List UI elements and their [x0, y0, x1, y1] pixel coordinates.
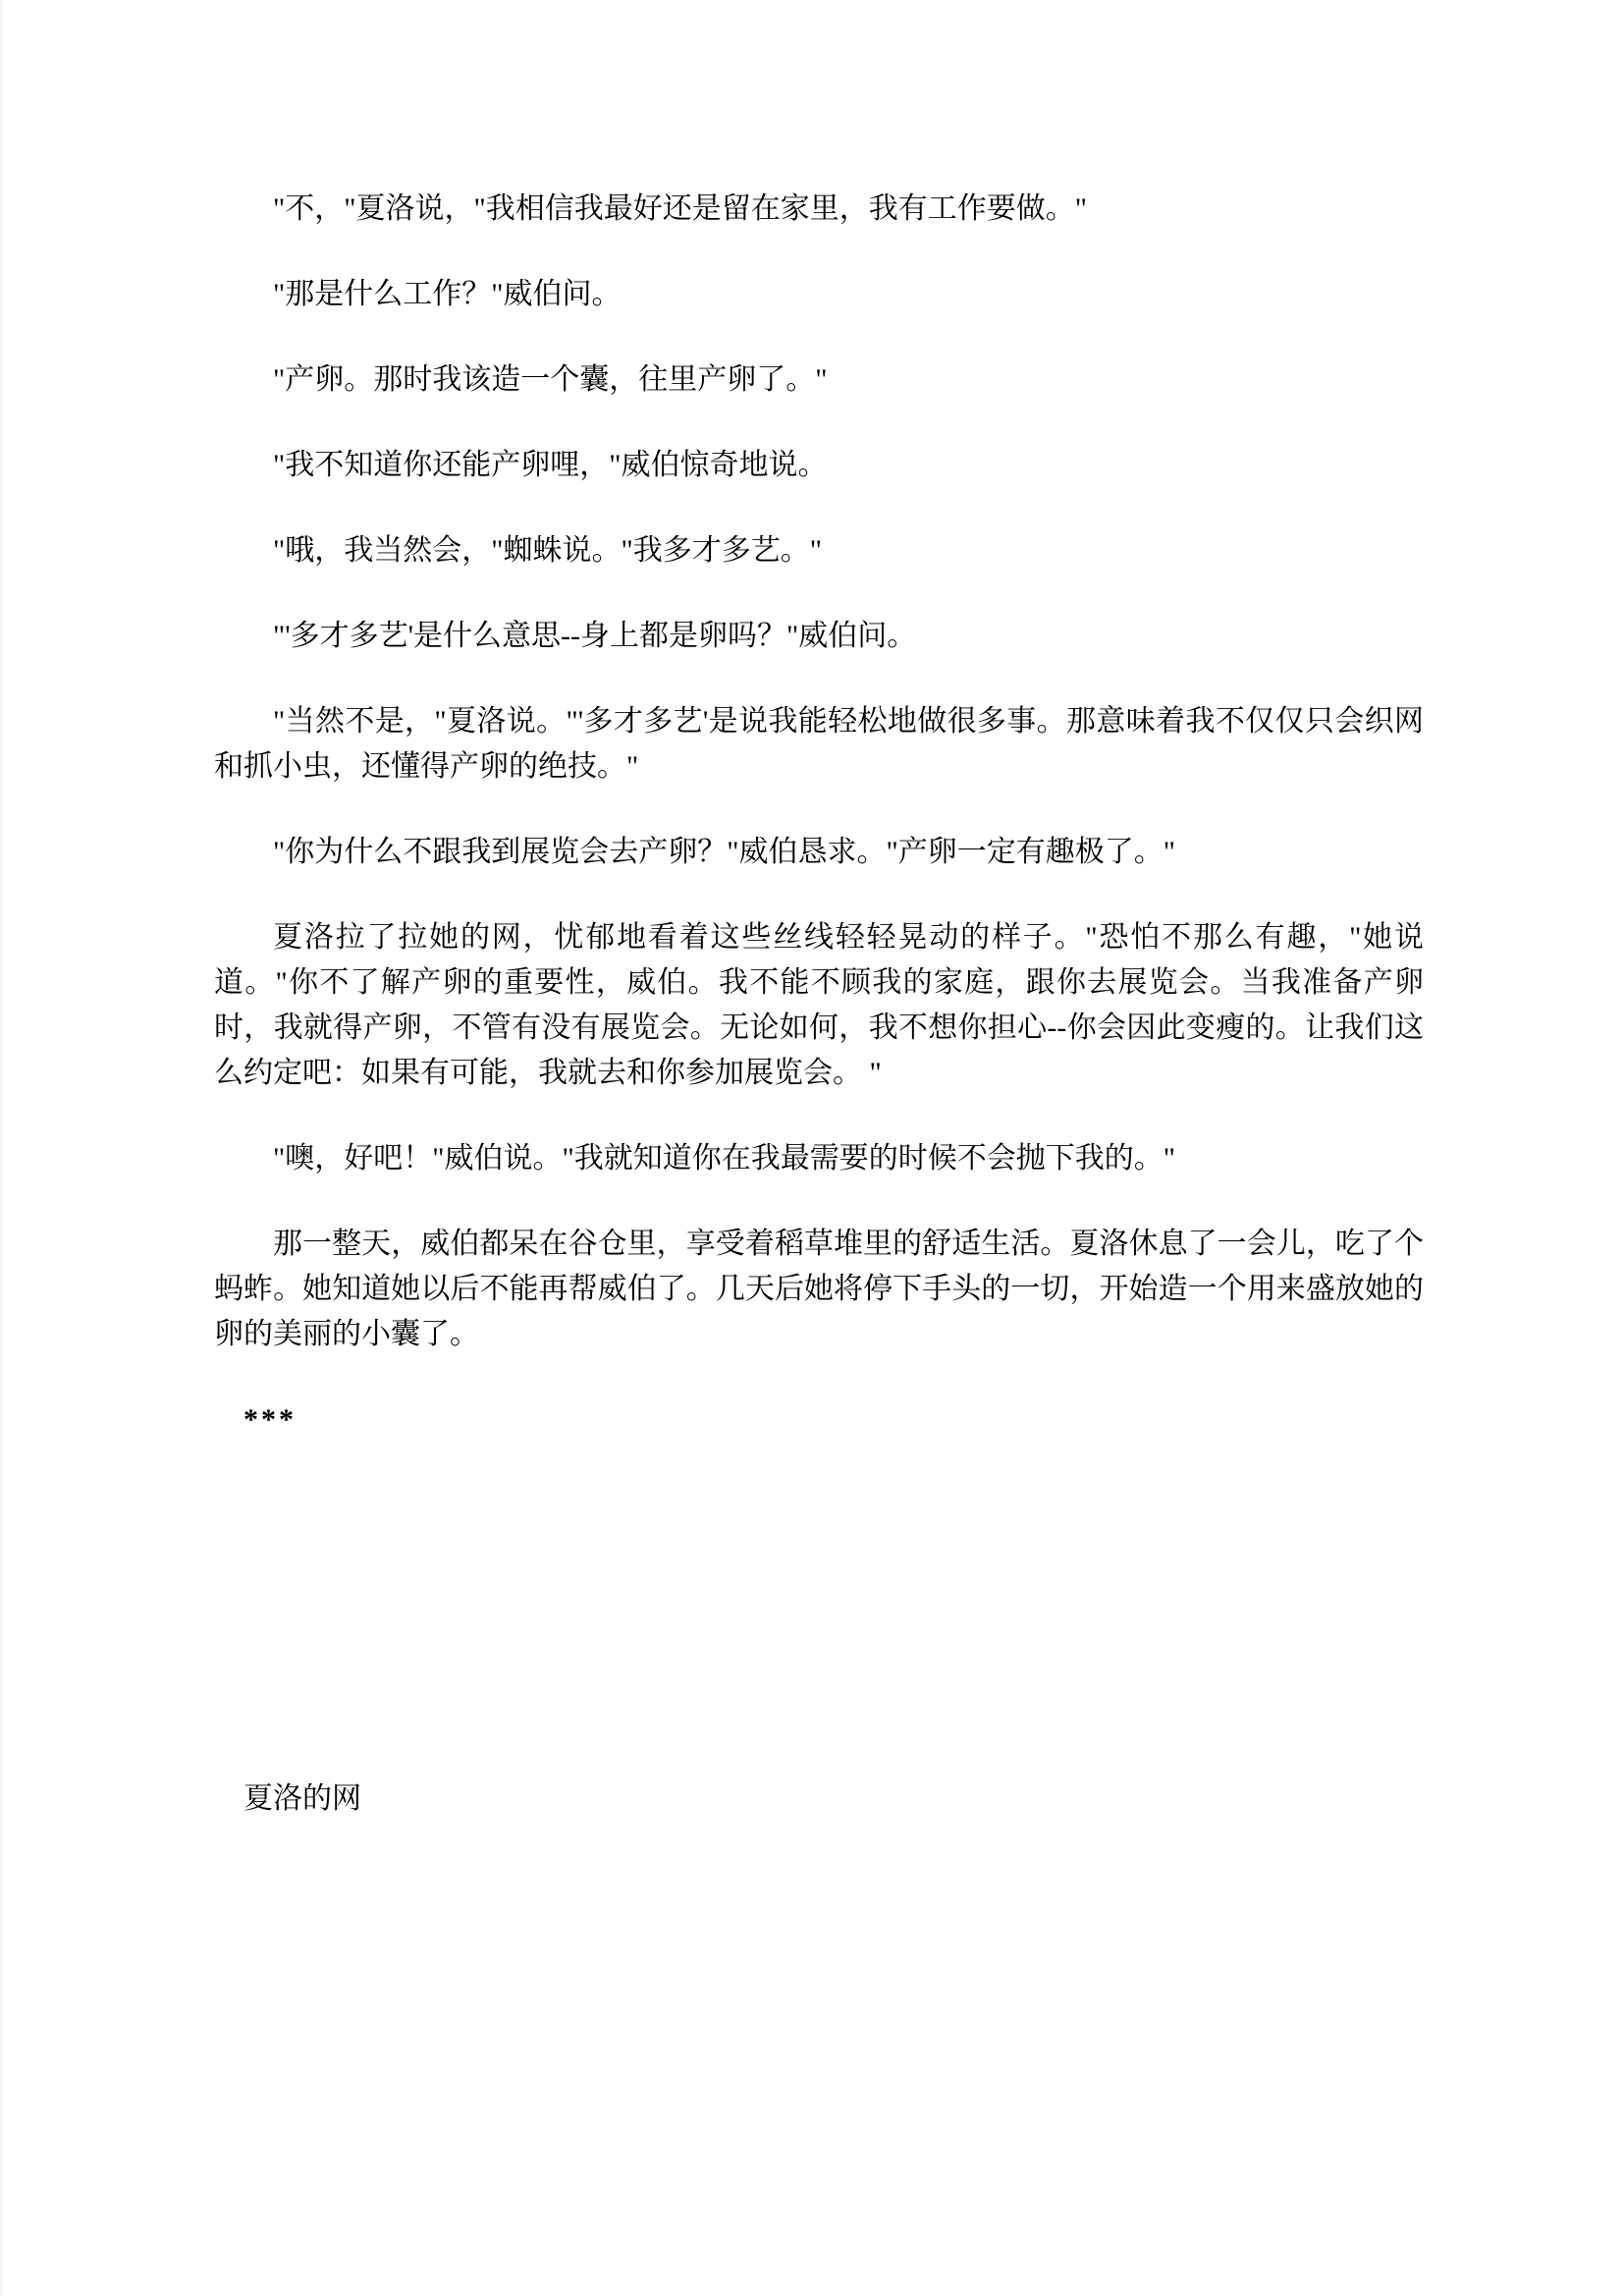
paragraph: "那是什么工作？"威伯问。	[273, 278, 622, 310]
text-content	[214, 187, 1424, 1822]
paragraph: "你为什么不跟我到展览会去产卵？"威伯恳求。"产卵一定有趣极了。"	[273, 836, 1175, 868]
paragraph: "产卵。那时我该造一个囊，往里产卵了。"	[273, 363, 828, 396]
paragraph: "噢，好吧！"威伯说。"我就知道你在我最需要的时候不会抛下我的。"	[273, 1142, 1175, 1175]
paragraph: "'多才多艺'是什么意思--身上都是卵吗？"威伯问。	[273, 620, 917, 652]
book-title: 夏洛的网	[243, 1782, 361, 1815]
paragraph: 夏洛拉了拉她的网，忧郁地看着这些丝线轻轻晃动的样子。"恐怕不那么有趣，"她说道。"你不了解产卵的重要性，威伯。我不能不顾我的家庭，跟你去展览会。当我准备产卵时，我就得产卵，不管有没有展览会。无论如何，我不想你担心--你会因此变瘦的。让我们这么约定吧：如果有可能，我就去和你参加展览会。 "	[214, 921, 1424, 1089]
paragraph: "不，"夏洛说，"我相信我最好还是留在家里，我有工作要做。"	[273, 192, 1087, 225]
paragraph: "当然不是，"夏洛说。"'多才多艺'是说我能轻松地做很多事。那意味着我不仅仅只会织网和抓小虫，还懂得产卵的绝技。"	[214, 705, 1424, 783]
section-separator: ***	[243, 1403, 297, 1436]
paragraph: "我不知道你还能产卵哩，"威伯惊奇地说。	[273, 449, 828, 481]
paragraph: "哦，我当然会，"蜘蛛说。"我多才多艺。"	[273, 534, 822, 567]
paragraph: 那一整天，威伯都呆在谷仓里，享受着稻草堆里的舒适生活。夏洛休息了一会儿，吃了个蚂蚱。她知道她以后不能再帮威伯了。几天后她将停下手头的一切，开始造一个用来盛放她的卵的美丽的小囊了。	[214, 1228, 1424, 1350]
